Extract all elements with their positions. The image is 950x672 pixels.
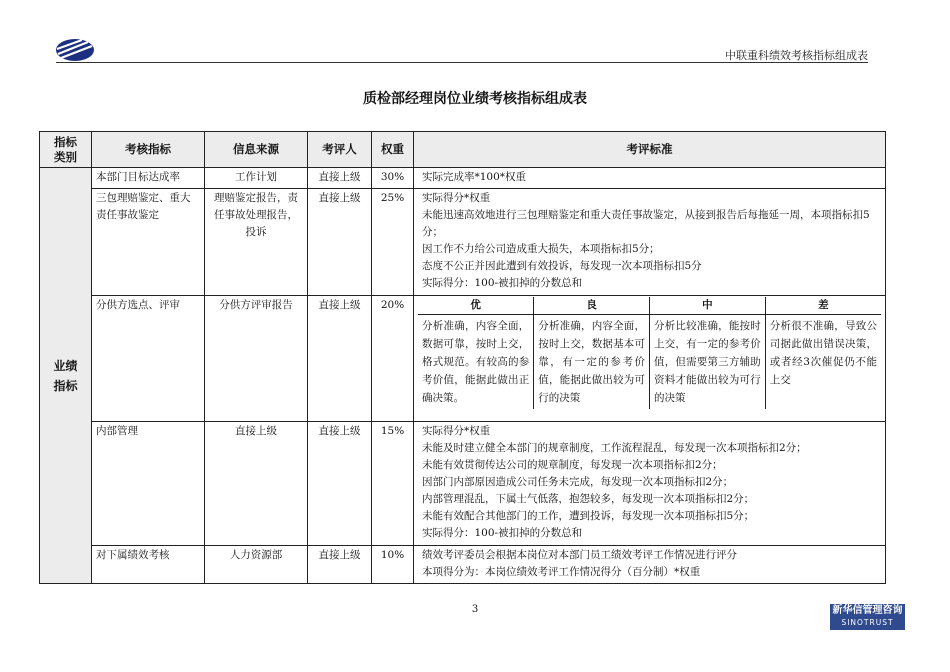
standard-cell [414,189,886,296]
weight-cell: 30% [372,168,414,189]
grade-description: 分析准确，内容全面，按时上交，数据基本可靠，有一定的参考价值，能据此做出较为可行的决策 [534,315,650,410]
indicator-cell: 内部管理 [92,422,205,546]
standard-cell [414,296,886,422]
standard-line: 未能迅速高效地进行三包理赔鉴定和重大责任事故鉴定，从接到报告后每拖延一周，本项指标扣5分； [422,209,870,238]
sinotrust-logo [830,604,905,630]
table-row [40,189,886,296]
indicator-cell: 分供方选点、评审 [92,296,205,422]
standard-line: 未能有效配合其他部门的工作，遭到投诉，每发现一次本项指标扣5分； [422,510,755,522]
grade-level: 良 [534,297,650,315]
source-cell: 理赔鉴定报告，责任事故处理报告，投诉 [205,189,308,296]
source-cell: 分供方评审报告 [205,296,308,422]
standard-line: 实际得分*权重 [422,425,491,437]
col-header-weight: 权重 [372,132,414,168]
standard-line: 实际完成率*100*权重 [422,171,527,183]
standard-cell [414,168,886,189]
grade-level: 优 [418,297,534,315]
evaluator-cell: 直接上级 [308,296,372,422]
grade-description: 分析比较准确，能按时上交，有一定的参考价值，但需要第三方辅助资料才能做出较为可行的决策 [650,315,766,410]
header-divider [56,62,868,63]
standard-line: 内部管理混乱，下属士气低落，抱怨较多，每发现一次本项指标扣2分； [422,493,755,505]
table-row [40,546,886,584]
evaluator-cell: 直接上级 [308,189,372,296]
standard-cell [414,422,886,546]
source-cell: 直接上级 [205,422,308,546]
brand-en: SINOTRUST [841,618,894,627]
grade-desc-row [418,315,881,410]
grade-level: 差 [765,297,881,315]
standard-line: 实际得分*权重 [422,192,491,204]
weight-cell: 20% [372,296,414,422]
table-row [40,296,886,422]
standard-line: 实际得分：100-被扣掉的分数总和 [422,527,583,539]
standard-line: 绩效考评委员会根据本岗位对本部门员工绩效考评工作情况进行评分 [422,549,737,561]
kpi-table [39,131,886,584]
standard-line: 因部门内部原因造成公司任务未完成，每发现一次本项指标扣2分； [422,476,734,488]
weight-cell: 25% [372,189,414,296]
brand-cn: 新华信管理咨询 [832,605,903,616]
table-row [40,422,886,546]
table-row [40,168,886,189]
standard-cell [414,546,886,584]
weight-cell: 15% [372,422,414,546]
evaluator-cell: 直接上级 [308,168,372,189]
indicator-cell: 三包理赔鉴定、重大责任事故鉴定 [92,189,205,296]
weight-cell: 10% [372,546,414,584]
grade-level: 中 [650,297,766,315]
indicator-cell: 本部门目标达成率 [92,168,205,189]
source-cell: 人力资源部 [205,546,308,584]
col-header-indicator: 考核指标 [92,132,205,168]
grade-table [418,297,881,409]
page-number: 3 [471,604,479,615]
grade-description: 分析很不准确，导致公司据此做出错误决策，或者经3次催促仍不能上交 [765,315,881,410]
table-header-row [40,132,886,168]
standard-line: 本项得分为：本岗位绩效考评工作情况得分（百分制）*权重 [422,566,701,578]
standard-line: 实际得分：100-被扣掉的分数总和 [422,277,583,289]
document-title: 质检部经理岗位业绩考核指标组成表 [363,91,587,107]
col-header-evaluator: 考评人 [308,132,372,168]
standard-line: 未能有效贯彻传达公司的规章制度，每发现一次本项指标扣2分； [422,459,723,471]
category-cell: 业绩指标 [40,168,92,584]
col-header-standard: 考评标准 [414,132,886,168]
standard-line: 未能及时建立健全本部门的规章制度，工作流程混乱，每发现一次本项指标扣2分； [422,442,807,454]
evaluator-cell: 直接上级 [308,546,372,584]
col-header-category: 指标类别 [40,132,92,168]
header-title: 中联重科绩效考核指标组成表 [725,49,868,62]
company-logo [55,38,95,62]
indicator-cell: 对下属绩效考核 [92,546,205,584]
grade-header-row [418,297,881,315]
standard-line: 因工作不力给公司造成重大损失，本项指标扣5分； [422,243,660,255]
standard-line: 态度不公正并因此遭到有效投诉，每发现一次本项指标扣5分 [422,260,702,272]
evaluator-cell: 直接上级 [308,422,372,546]
col-header-source: 信息来源 [205,132,308,168]
grade-description: 分析准确，内容全面，数据可靠，按时上交，格式规范。有较高的参考价值，能据此做出正确决策。 [422,320,530,404]
source-cell: 工作计划 [205,168,308,189]
